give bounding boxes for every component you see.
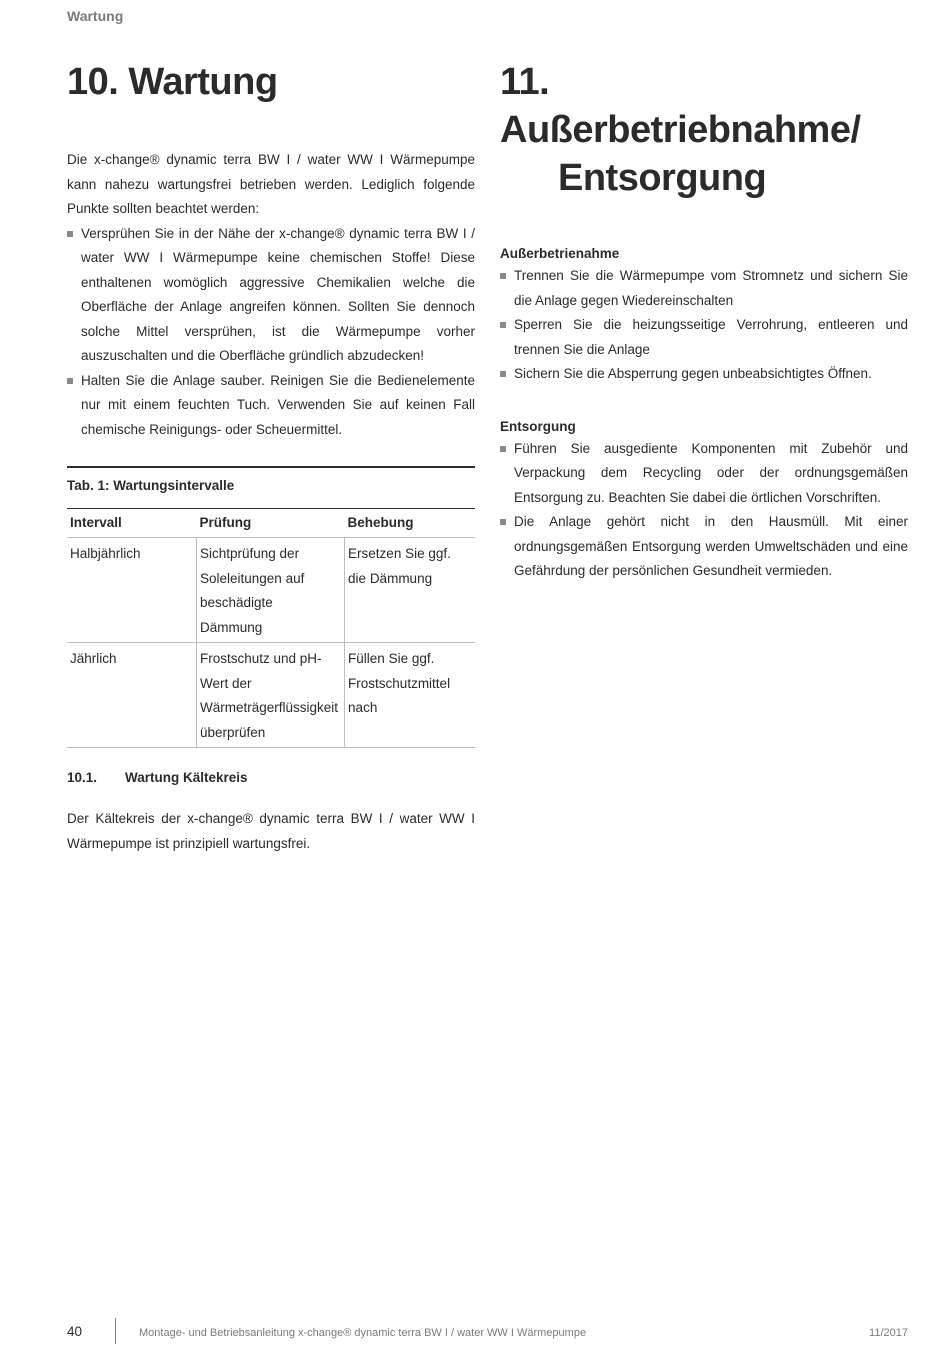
section-11-title-line1: Außerbetriebnahme/: [500, 109, 861, 151]
list-item: [67, 369, 475, 443]
subsection-number: 10.1.: [67, 770, 98, 785]
square-bullet-icon: [500, 371, 506, 377]
decommissioning-heading: Außerbetrienahme: [500, 246, 620, 261]
maintenance-bullet-list: [67, 222, 475, 443]
table-row: [67, 643, 475, 748]
section-10-number: 10.: [67, 61, 119, 103]
list-item: [67, 222, 475, 369]
subsection-title: Wartung Kältekreis: [125, 770, 248, 785]
footer-divider: [115, 1318, 116, 1344]
square-bullet-icon: [500, 273, 506, 279]
page-number: 40: [67, 1324, 83, 1339]
list-item-text: Sichern Sie die Absperrung gegen unbeabsichtigtes Öffnen.: [514, 366, 872, 381]
table-cell: Füllen Sie ggf. Frostschutzmittel nach: [345, 643, 475, 748]
list-item-text: Die Anlage gehört nicht in den Hausmüll. Mit einer ordnungsgemäßen Entsorgung werden Umweltschäden und eine Gefährdung der persönlichen Gesundheit vermieden.: [514, 514, 908, 578]
table-caption: Tab. 1: Wartungsintervalle: [67, 468, 475, 509]
table-cell: Frostschutz und pH-Wert der Wärmeträgerflüssigkeit überprüfen: [197, 643, 345, 748]
list-item-text: Führen Sie ausgediente Komponenten mit Zubehör und Verpackung dem Recycling oder der ordnungsgemäßen Entsorgung zu. Beachten Sie dabei die örtlichen Vorschriften.: [514, 440, 908, 505]
square-bullet-icon: [500, 446, 506, 452]
footer-document-title: Montage- und Betriebsanleitung x-change® dynamic terra BW I / water WW I Wärmepumpe: [139, 1327, 587, 1339]
section-11-heading: [500, 58, 908, 202]
square-bullet-icon: [67, 378, 73, 384]
subsection-10-1-heading: [67, 770, 475, 785]
list-item-text: Sperren Sie die heizungsseitige Verrohrung, entleeren und trennen Sie die Anlage: [514, 317, 908, 357]
column-header-interval: Intervall: [67, 509, 197, 538]
running-head: Wartung: [67, 8, 124, 24]
table-row: [67, 538, 475, 643]
table-cell: Halbjährlich: [67, 538, 197, 643]
list-item-text: Halten Sie die Anlage sauber. Reinigen Sie die Bedienelemente nur mit einem feuchten Tuch. Verwenden Sie auf keinen Fall chemische Reinigungs- oder Scheuermittel.: [81, 372, 475, 437]
square-bullet-icon: [500, 322, 506, 328]
square-bullet-icon: [500, 519, 506, 525]
list-item: [500, 362, 908, 387]
page-footer: [67, 1324, 908, 1348]
disposal-bullet-list: [500, 437, 908, 584]
column-header-check: Prüfung: [197, 509, 345, 538]
decommissioning-bullet-list: [500, 264, 908, 387]
table-header-row: [67, 509, 475, 538]
list-item: [500, 437, 908, 511]
right-column: [500, 58, 908, 584]
column-header-remedy: Behebung: [345, 509, 475, 538]
subsection-text: Der Kältekreis der x-change® dynamic terra BW I / water WW I Wärmepumpe ist prinzipiell wartungsfrei.: [67, 811, 475, 851]
list-item: [500, 313, 908, 362]
disposal-heading: Entsorgung: [500, 418, 576, 434]
maintenance-intro: Die x-change® dynamic terra BW I / water WW I Wärmepumpe kann nahezu wartungsfrei betrieben werden. Lediglich folgende Punkte sollten beachtet werden:: [67, 152, 475, 216]
list-item-text: Trennen Sie die Wärmepumpe vom Stromnetz und sichern Sie die Anlage gegen Wiedereinschalten: [514, 268, 908, 308]
maintenance-intervals-table: [67, 509, 475, 748]
square-bullet-icon: [67, 231, 73, 237]
left-column: [67, 58, 475, 856]
maintenance-intervals-table-block: [67, 466, 475, 748]
list-item-text: Versprühen Sie in der Nähe der x-change® dynamic terra BW I / water WW I Wärmepumpe keine chemischen Stoffe! Diese enthaltenen womöglich aggressive Chemikalien welche die Oberfläche der Anlage angreifen können. Sollten Sie dennoch solche Mittel versprühen, ist die Wärmepumpe vorher auszuschalten und die Oberfläche gründlich abzudecken!: [81, 225, 475, 363]
section-11-number: 11.: [500, 61, 550, 103]
table-cell: Jährlich: [67, 643, 197, 748]
section-10-heading: [67, 58, 475, 106]
list-item: [500, 510, 908, 584]
table-cell: Ersetzen Sie ggf. die Dämmung: [345, 538, 475, 643]
section-10-title: Wartung: [128, 61, 278, 103]
table-cell: Sichtprüfung der Soleleitungen auf beschädigte Dämmung: [197, 538, 345, 643]
footer-date: 11/2017: [869, 1327, 908, 1339]
section-11-title-line2: Entsorgung: [558, 157, 767, 199]
list-item: [500, 264, 908, 313]
